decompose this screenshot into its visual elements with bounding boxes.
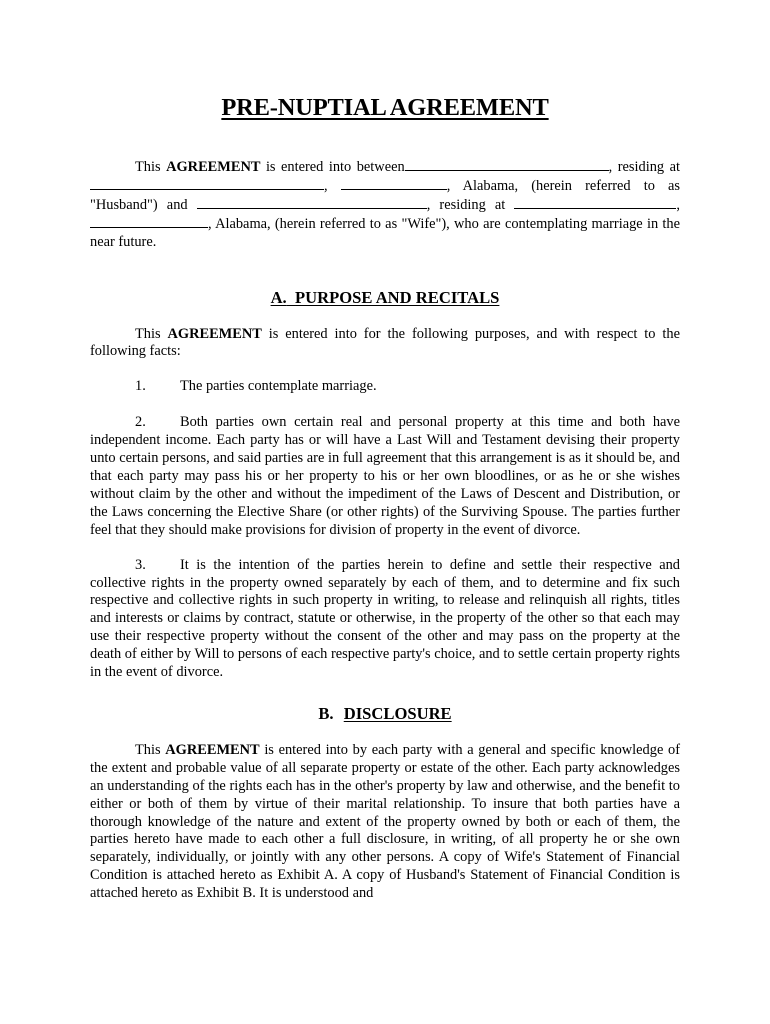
- document-page: [90, 94, 680, 903]
- party-two-name-blank[interactable]: [197, 196, 427, 209]
- section-b-paragraph: [90, 742, 680, 903]
- intro-text-4: , Alabama, (herein referred to as "Husband") and: [90, 177, 680, 213]
- intro-paragraph: [90, 158, 680, 252]
- wife-address-blank[interactable]: [514, 196, 676, 209]
- recital-item-2: [90, 414, 680, 539]
- intro-text-3: ,: [324, 177, 341, 194]
- intro-text-6: ,: [676, 196, 680, 213]
- recital-number: 2.: [135, 414, 146, 431]
- intro-this: This: [135, 159, 161, 175]
- section-b-lead-this: This: [135, 741, 161, 758]
- section-b-label: B.: [318, 703, 334, 723]
- section-b-lead-rest: is entered into by each party with a general and specific knowledge of the extent and probable value of all separate property or estate of the other. Each party acknowledges an understanding of the rights each has in the other's property by law and otherwise, and the benefit to either or both of them by virtue of their marital relationship. To insure that both parties have a thorough knowledge of the nature and extent of the property owned by both or each of them, the parties hereto have made to each other a full disclosure, in writing, of all property he or she own separately, individually, or jointly with any other persons. A copy of Wife's Statement of Financial Condition is attached hereto as Exhibit A. A copy of Husband's Statement of Financial Condition is attached hereto as Exhibit B. It is understood and: [90, 741, 680, 902]
- party-one-name-blank[interactable]: [405, 158, 609, 171]
- document-title: PRE-NUPTIAL AGREEMENT: [221, 94, 549, 121]
- recital-item-3: [90, 557, 680, 682]
- recital-text: Both parties own certain real and personal property at this time and both have independent income. Each party has or will have a Last Will and Testament devising their property unto certain persons, and said parties are in full agreement that this arrangement is as it should be, and that each party may pass his or her property to his or her own bloodlines, or as he or she wishes without claim by the other and without the impediment of the Laws of Descent and Distribution, or the Laws concerning the Elective Share (or other rights) of the Surviving Spouse. The parties further feel that they should make provisions for division of property in the event of divorce.: [90, 414, 680, 538]
- section-a-lead-rest: is entered into for the following purposes, and with respect to the following facts:: [90, 325, 680, 360]
- intro-text-7: , Alabama, (herein referred to as "Wife"), who are contemplating marriage in the near future.: [90, 215, 680, 250]
- section-a-label: A.: [270, 287, 287, 307]
- recital-text: It is the intention of the parties herein to define and settle their respective and collective rights in the property owned separately by each of them, and to determine and fix such respective and collective rights in such property in writing, to release and relinquish all rights, titles and interests or claims by contract, statute or otherwise, in the property of the other so that each may use their respective property without the consent of the other and may pass on the property at the death of either by Will to persons of each respective party's choice, and to settle certain property rights in the event of divorce.: [90, 556, 680, 681]
- section-b-heading: [90, 704, 680, 724]
- husband-city-blank[interactable]: [341, 177, 447, 190]
- recital-number: 3.: [135, 556, 146, 573]
- section-a-lead: [90, 326, 680, 362]
- section-a-lead-this: This: [135, 325, 161, 342]
- intro-agreement-word: AGREEMENT: [166, 159, 261, 175]
- intro-text-5: , residing at: [426, 196, 515, 213]
- section-b-lead-agreement: AGREEMENT: [165, 741, 260, 758]
- section-a-title: PURPOSE AND RECITALS: [295, 287, 500, 307]
- recital-number: 1.: [135, 378, 146, 395]
- intro-text-2: , residing at: [608, 159, 680, 175]
- section-a-heading: [90, 288, 680, 308]
- husband-address-blank[interactable]: [90, 177, 324, 190]
- recital-text: The parties contemplate marriage.: [180, 378, 377, 395]
- wife-city-blank[interactable]: [90, 215, 208, 228]
- section-a-lead-agreement: AGREEMENT: [167, 325, 262, 342]
- recital-item-1: [90, 378, 680, 396]
- intro-text-1: is entered into between: [260, 159, 405, 175]
- section-b-title: DISCLOSURE: [343, 703, 452, 723]
